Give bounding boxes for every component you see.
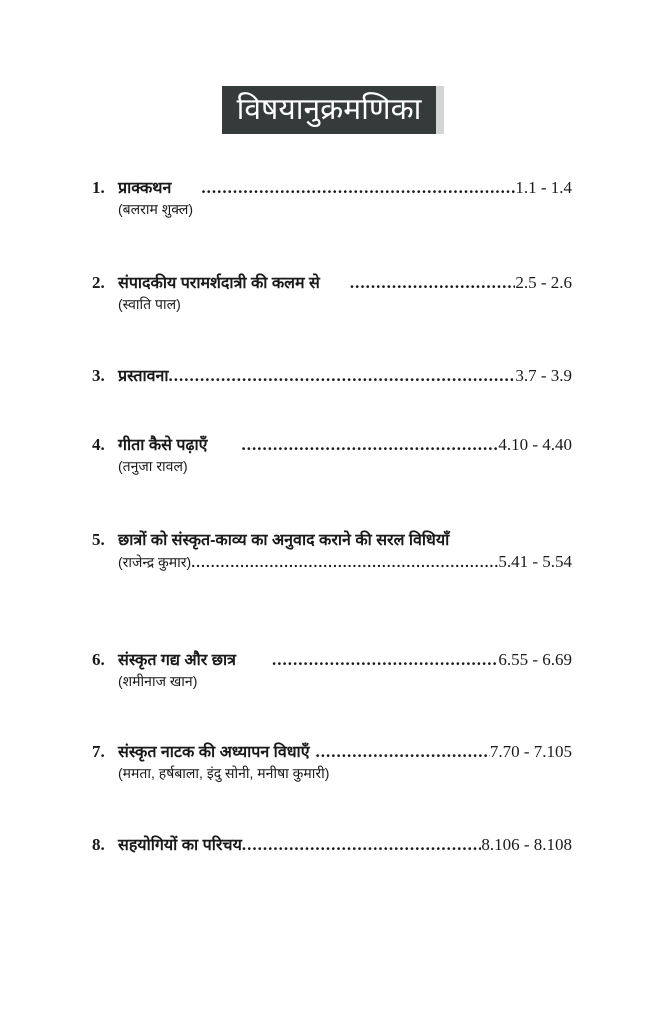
- leader-dots: [169, 366, 516, 386]
- entry-author: (राजेन्द्र कुमार): [118, 554, 192, 570]
- toc-entry-1[interactable]: [92, 176, 572, 224]
- entry-number: 4.: [92, 435, 105, 454]
- entry-pages: 3.7 - 3.9: [515, 366, 572, 385]
- entry-author: (शमीनाज खान): [118, 673, 198, 689]
- entry-author: (तनुजा रावल): [118, 458, 188, 474]
- entry-pages: 7.70 - 7.105: [489, 742, 572, 761]
- entry-title[interactable]: संपादकीय परामर्शदात्री की कलम से: [118, 275, 320, 292]
- entry-pages: 4.10 - 4.40: [498, 435, 572, 454]
- entry-number: 2.: [92, 273, 105, 292]
- toc-entry-6[interactable]: [92, 648, 572, 696]
- entry-number: 1.: [92, 178, 105, 197]
- entry-number: 6.: [92, 650, 105, 669]
- entry-number: 5.: [92, 530, 105, 549]
- entry-pages: 5.41 - 5.54: [498, 552, 572, 571]
- entry-number: 3.: [92, 366, 105, 385]
- toc-entry-5[interactable]: [92, 528, 572, 578]
- leader-dots: [201, 178, 515, 198]
- entry-author: (ममता, हर्षबाला, इंदु सोनी, मनीषा कुमारी): [118, 765, 330, 781]
- toc-entry-8[interactable]: [92, 833, 572, 857]
- entry-title[interactable]: छात्रों को संस्कृत-काव्य का अनुवाद कराने की सरल विधियाँ: [118, 532, 450, 549]
- entry-title[interactable]: सहयोगियों का परिचय: [118, 837, 242, 854]
- leader-dots: [242, 835, 481, 855]
- leader-dots: [272, 650, 498, 670]
- leader-dots: [350, 273, 515, 293]
- entry-title[interactable]: संस्कृत नाटक की अध्यापन विधाएँ: [118, 744, 310, 761]
- toc-entry-4[interactable]: [92, 433, 572, 481]
- entry-author: (बलराम शुक्ल): [118, 201, 194, 217]
- entry-pages: 8.106 - 8.108: [481, 835, 572, 854]
- leader-dots: [191, 554, 498, 570]
- entry-pages: 1.1 - 1.4: [515, 178, 572, 197]
- leader-dots: [316, 742, 490, 762]
- entry-title[interactable]: प्रस्तावना: [118, 368, 169, 385]
- entry-title[interactable]: गीता कैसे पढ़ाएँ: [118, 437, 208, 454]
- entry-pages: 2.5 - 2.6: [515, 273, 572, 292]
- entry-author: (स्वाति पाल): [118, 296, 181, 312]
- entry-pages: 6.55 - 6.69: [498, 650, 572, 669]
- leader-dots: [242, 435, 499, 455]
- title-banner: [222, 86, 436, 134]
- toc-entry-3[interactable]: [92, 364, 572, 388]
- entry-title[interactable]: संस्कृत गद्य और छात्र: [118, 652, 236, 669]
- toc-entry-7[interactable]: [92, 740, 572, 788]
- entry-title[interactable]: प्राक्कथन: [118, 180, 172, 197]
- page-title: विषयानुक्रमणिका: [222, 86, 436, 134]
- toc-entry-2[interactable]: [92, 271, 572, 319]
- entry-number: 8.: [92, 835, 105, 854]
- entry-number: 7.: [92, 742, 105, 761]
